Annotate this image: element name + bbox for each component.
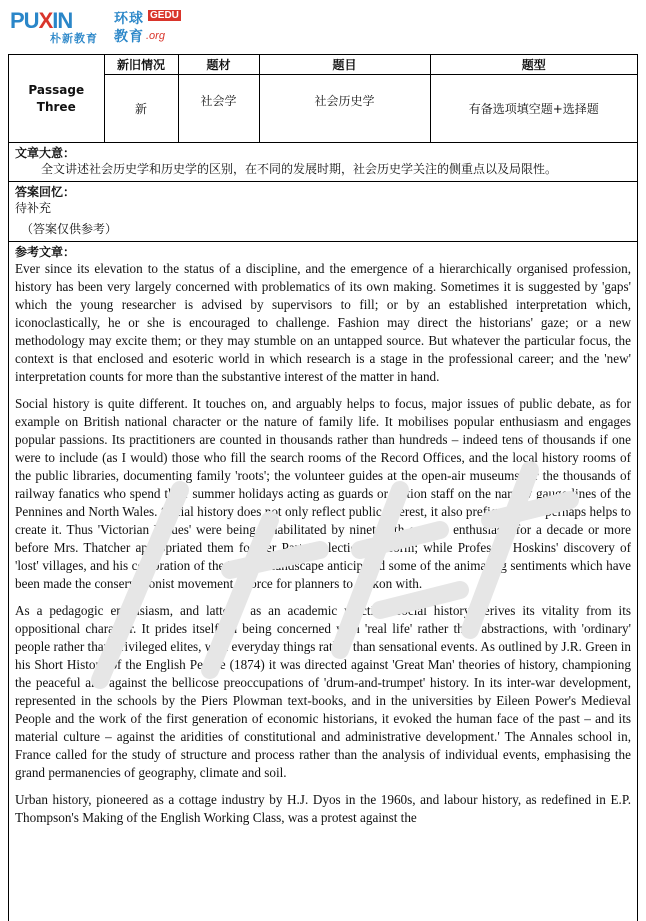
puxin-logo [10,8,100,44]
answer-section [9,182,637,242]
puxin-logo-cn: 朴新教育 [50,32,98,45]
reference-paragraph: As a pedagogic enthusiasm, and latterly as an academic practice, social history derives its vitality from its oppositional character. It prides itself on being concerned with 'real life' rather than abstractions, with 'ordinary' people rather than privileged elites, with everyday things rather than sensational events. As outlined by J.R. Green in his Short History of the English People (1874) it was directed against 'Great Man' theories of history, championing the peaceful arts against the bellicose preoccupations of 'drum-and-trumpet' history. In its inter-war development, represented in the schools by the Piers Plowman text-books, and in the universities by Eileen Power's Medieval People and the work of the first generation of economic historians, it evoked the human face of the past – and its material culture – against the aridities of constitutional and administrative development.' The Annales school in, France called for the study of structure and process rather than the analysis of individual events, emphasising the grand permanencies of geography, climate and soil. [15,603,631,780]
header-topic: 题目 [259,55,430,75]
value-status: 新 [104,75,178,143]
document-frame [8,54,638,921]
value-topic: 社会历史学 [259,75,430,143]
answer-pending: 待补充 [15,201,52,215]
value-subject: 社会学 [178,75,259,143]
gedu-logo-cn2: 教育 [114,29,144,45]
reference-paragraph: Urban history, pioneered as a cottage industry by H.J. Dyos in the 1960s, and labour history, as redefined in E.P. Thompson's Making of the English Working Class, was a protest against the [15,792,631,825]
header-logos [10,4,310,48]
header-status: 新旧情况 [104,55,178,75]
gedu-logo-org: .org [146,30,165,42]
puxin-logo-word: PUXIN [10,8,73,33]
answer-title: 答案回忆： [15,185,76,199]
info-header-row [9,55,637,75]
info-value-row [9,75,637,143]
reference-section [9,242,637,827]
reference-paragraph: Ever since its elevation to the status of a discipline, and the emergence of a hierarchically organised profession, history has been very largely concerned with problematics of its own making. Sometimes it is suggested by 'gaps' which the young researcher is advised by supervisors to fill; or by an established interpretation which, iconoclastically, he or she is encouraged to challenge. Fashion may direct the historians' gaze; or a new methodology may excite them; or they may stumble on an untapped source. But whatever the particular focus, the context is that enclosed and esoteric world in which research is a stage in the professional career; and the 'new' interpretation counts for more than the substantive interest of the matter in hand. [15,261,631,384]
passage-label-cell [9,55,104,143]
passage-label-line2: Three [36,99,76,114]
info-table [9,55,637,143]
reference-paragraph: Social history is quite different. It touches on, and arguably helps to focus, major issues of public debate, as for example on British national character or the nature of family life. It mobilises popular enthusiasm and engages popular passions. Its practitioners are counted in thousands rather than hundreds – indeed tens of thousands if one were to include (as I would) those who fill the search rooms of the Record Offices, and the local history rooms of the public libraries, documenting family 'roots'; the volunteer guides at the open-air museums; or the thousands of railway fanatics who spend their summer holidays acting as guards or station staff on the narrow gauge lines of the Pennines and North Wales. Social history does not only reflect public interest, it also prefigures and perhaps helps to create it. Thus 'Victorian Values' were being rehabilitated by nineteenth-century enthusiasts for a decade or more before Mrs. Thatcher appropriated them for her Party's election platform; while Professor Hoskins' discovery of 'lost' villages, and his celebration of the English landscape anticipated some of the animating sentiments which have been made the conservationist movement a force for planners to reckon with. [15,396,631,591]
header-subject: 题材 [178,55,259,75]
answer-note: （答案仅供参考） [21,222,118,236]
summary-section [9,143,637,182]
reference-title: 参考文章： [15,245,76,259]
summary-title: 文章大意： [15,146,76,160]
header-question-type: 题型 [430,55,637,75]
gedu-logo-en: GEDU [150,10,179,21]
gedu-logo [114,8,194,46]
summary-text: 全文讲述社会历史学和历史学的区别，在不同的发展时期，社会历史学关注的侧重点以及局限性。 [41,162,558,176]
passage-label-line1: Passage [28,82,85,97]
gedu-logo-cn1: 环球 [114,11,144,27]
value-question-type: 有备选项填空题+选择题 [430,75,637,143]
